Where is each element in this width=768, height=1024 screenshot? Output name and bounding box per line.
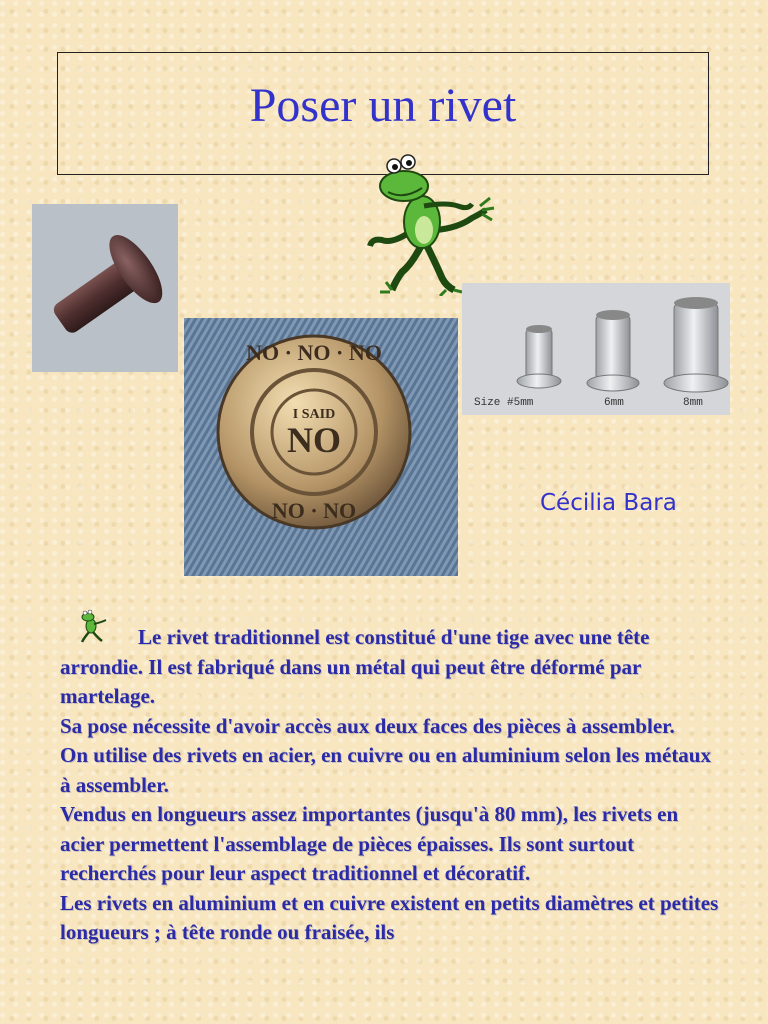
paragraph: Les rivets en aluminium et en cuivre existent en petits diamètres et petites longueurs ; à tête ronde ou fraisée, ils xyxy=(60,890,719,944)
nut-size-label: Size #5mm xyxy=(474,397,534,409)
author-name: Cécilia Bara xyxy=(540,490,677,516)
nut-size-label: 8mm xyxy=(683,397,703,409)
page-title: Poser un rivet xyxy=(249,79,517,132)
body-text xyxy=(60,623,720,948)
nut-size-label: 6mm xyxy=(604,397,624,409)
frog-icon xyxy=(362,144,498,296)
paragraph: Vendus en longueurs assez importantes (jusqu'à 80 mm), les rivets en acier permettent l'assemblage de pièces épaisses. Ils sont surtout recherchés pour leur aspect traditionnel et décoratif. xyxy=(60,802,679,885)
rivet-nuts-photo xyxy=(462,283,730,415)
button-top-text: I SAID xyxy=(292,407,336,422)
paragraph: Le rivet traditionnel est constitué d'une tige avec une tête arrondie. Il est fabriqué dans un métal qui peut être déformé par martelage. xyxy=(60,625,650,708)
rivet-photo xyxy=(32,204,178,372)
paragraph: Sa pose nécessite d'avoir accès aux deux faces des pièces à assembler. xyxy=(60,713,675,738)
jeans-button-photo xyxy=(184,318,458,576)
paragraph: On utilise des rivets en acier, en cuivre ou en aluminium selon les métaux à assembler. xyxy=(60,743,711,797)
button-center-text: NO xyxy=(287,420,341,460)
svg-text:NO · NO: NO · NO xyxy=(271,498,357,523)
svg-text:NO · NO · NO: NO · NO · NO xyxy=(246,340,382,365)
